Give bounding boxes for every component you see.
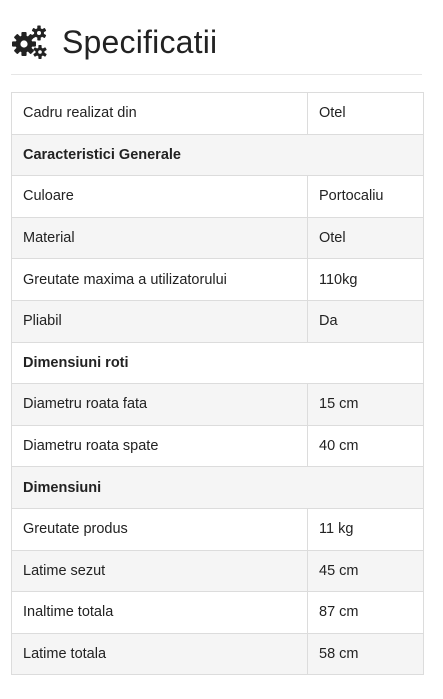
spec-label: Culoare	[12, 176, 308, 218]
spec-value: 15 cm	[308, 384, 424, 426]
spec-label: Latime totala	[12, 633, 308, 675]
table-row	[12, 93, 424, 135]
table-group-header-row	[12, 342, 424, 384]
specifications-table	[11, 92, 424, 675]
page-title: Specificatii	[62, 23, 218, 60]
spec-label: Material	[12, 217, 308, 259]
table-group-header-row	[12, 134, 424, 176]
table-row	[12, 384, 424, 426]
spec-label: Greutate maxima a utilizatorului	[12, 259, 308, 301]
group-header-label: Caracteristici Generale	[12, 134, 424, 176]
spec-value: 110kg	[308, 259, 424, 301]
table-row	[12, 259, 424, 301]
specifications-table-body	[12, 93, 424, 675]
group-header-label: Dimensiuni	[12, 467, 424, 509]
spec-label: Greutate produs	[12, 508, 308, 550]
spec-value: 40 cm	[308, 425, 424, 467]
spec-label: Diametru roata fata	[12, 384, 308, 426]
group-header-label: Dimensiuni roti	[12, 342, 424, 384]
gears-icon	[12, 24, 48, 60]
specifications-header	[12, 18, 422, 66]
spec-value: Otel	[308, 217, 424, 259]
table-row	[12, 300, 424, 342]
spec-label: Inaltime totala	[12, 592, 308, 634]
table-row	[12, 425, 424, 467]
spec-value: 11 kg	[308, 508, 424, 550]
spec-value: 45 cm	[308, 550, 424, 592]
spec-label: Latime sezut	[12, 550, 308, 592]
table-row	[12, 633, 424, 675]
table-row	[12, 217, 424, 259]
spec-label: Cadru realizat din	[12, 93, 308, 135]
table-row	[12, 550, 424, 592]
spec-value: Portocaliu	[308, 176, 424, 218]
spec-value: 87 cm	[308, 592, 424, 634]
spec-value: 58 cm	[308, 633, 424, 675]
table-row	[12, 176, 424, 218]
table-row	[12, 508, 424, 550]
table-group-header-row	[12, 467, 424, 509]
spec-value: Da	[308, 300, 424, 342]
spec-label: Diametru roata spate	[12, 425, 308, 467]
table-row	[12, 592, 424, 634]
spec-value: Otel	[308, 93, 424, 135]
header-divider	[11, 74, 422, 75]
spec-label: Pliabil	[12, 300, 308, 342]
